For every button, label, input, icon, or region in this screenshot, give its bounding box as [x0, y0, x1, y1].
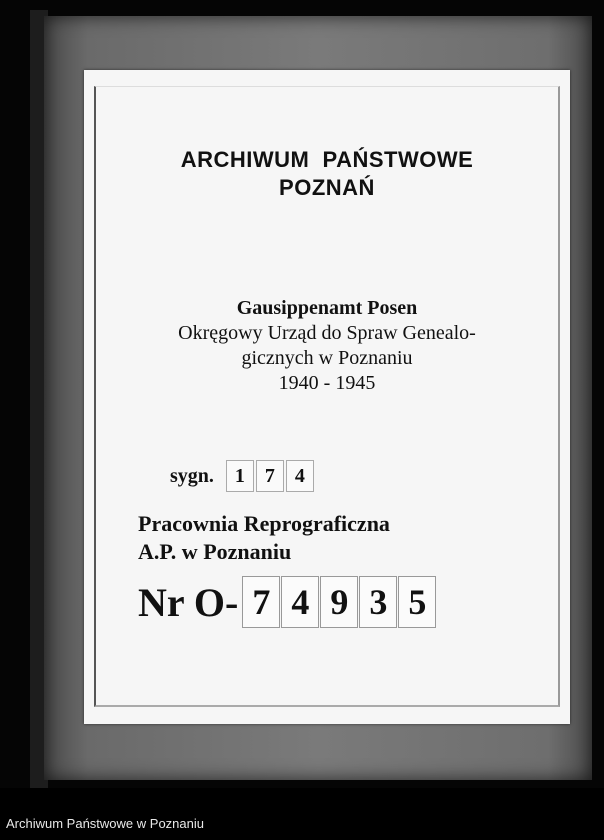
lab-line2: A.P. w Poznaniu: [138, 539, 292, 564]
negative-number-label: Nr O-: [138, 579, 239, 625]
signature-digit: 4: [286, 460, 314, 492]
negative-number-row: [138, 576, 437, 628]
lab-line1: Pracownia Reprograficzna: [138, 511, 390, 536]
fonds-title: Gausippenamt Posen: [236, 297, 418, 319]
archive-name: [84, 146, 570, 202]
signature-label: sygn.: [170, 464, 214, 487]
fonds-name-line2: gicznych w Poznaniu: [241, 347, 413, 369]
signature-row: [170, 460, 316, 492]
fonds-name-line1: Okręgowy Urząd do Spraw Genealo-: [178, 322, 476, 344]
archive-name-line2: POZNAŃ: [279, 175, 375, 200]
archive-name-line1: ARCHIWUM PAŃSTWOWE: [180, 147, 474, 172]
fonds-years: 1940 - 1945: [278, 372, 376, 394]
title-card: [84, 70, 570, 724]
negative-number-digit: 5: [398, 576, 436, 628]
negative-number-digit: 3: [359, 576, 397, 628]
negative-number-digit: 7: [242, 576, 280, 628]
signature-digit: 1: [226, 460, 254, 492]
fonds-description: [84, 296, 570, 396]
signature-digit: 7: [256, 460, 284, 492]
footer-credit: Archiwum Państwowe w Poznaniu: [6, 816, 204, 831]
footer-bar: [0, 788, 604, 840]
negative-number-digit: 9: [320, 576, 358, 628]
negative-number-digit: 4: [281, 576, 319, 628]
reprographic-lab: [138, 510, 390, 566]
